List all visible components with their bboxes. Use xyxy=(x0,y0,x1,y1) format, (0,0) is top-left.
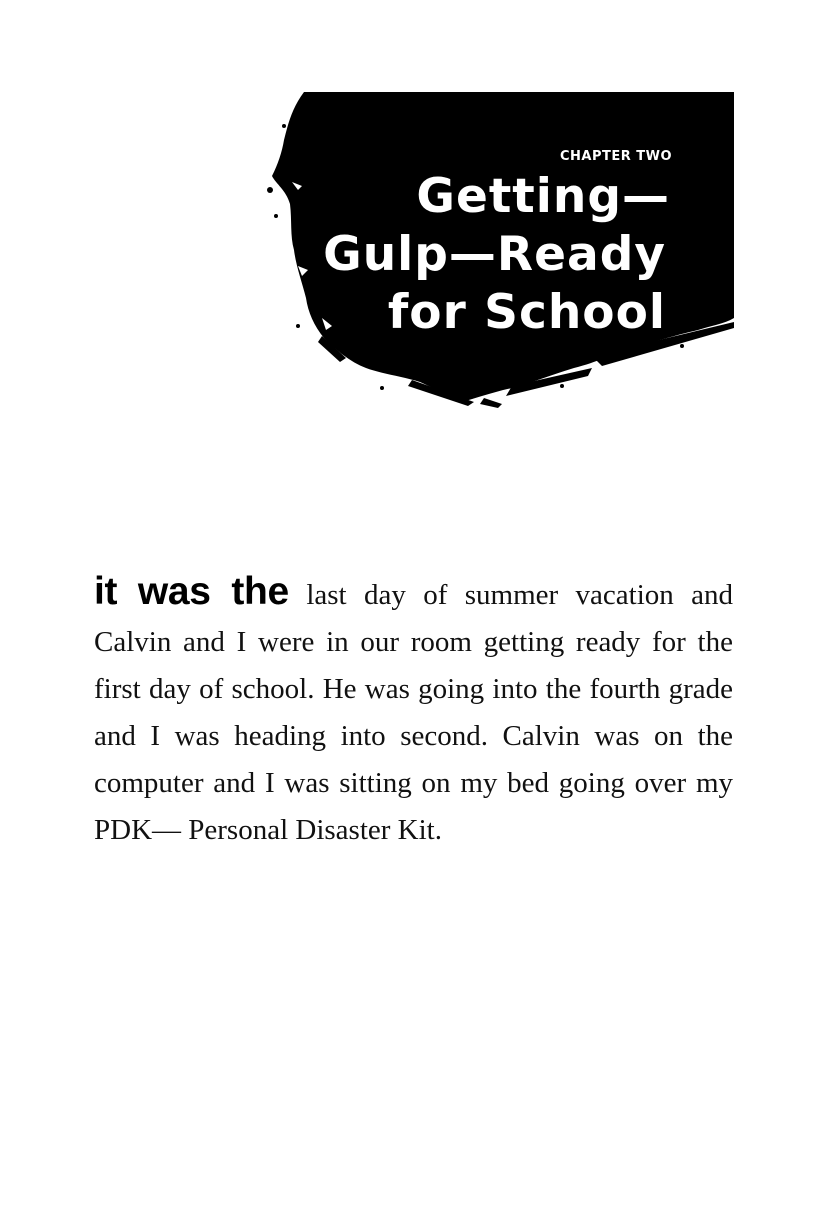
paragraph-lead-in: it was the xyxy=(94,570,289,613)
chapter-title-line-2: Gulp—Ready xyxy=(323,227,666,282)
chapter-heading-art xyxy=(262,86,742,408)
body-paragraph xyxy=(94,568,733,854)
chapter-title-line-1: Getting— xyxy=(416,169,670,224)
chapter-title-line-3: for School xyxy=(387,285,666,340)
chapter-number-label: CHAPTER TWO xyxy=(560,149,673,164)
paragraph-text: last day of summer vacation and Calvin and I were in our room getting ready for the first day of school. He was going into the fourth grade and I was heading into second. Calvin was on the computer and I was sitting on my bed going over my PDK— Personal Disaster Kit. xyxy=(94,579,733,846)
chapter-title xyxy=(306,168,670,342)
